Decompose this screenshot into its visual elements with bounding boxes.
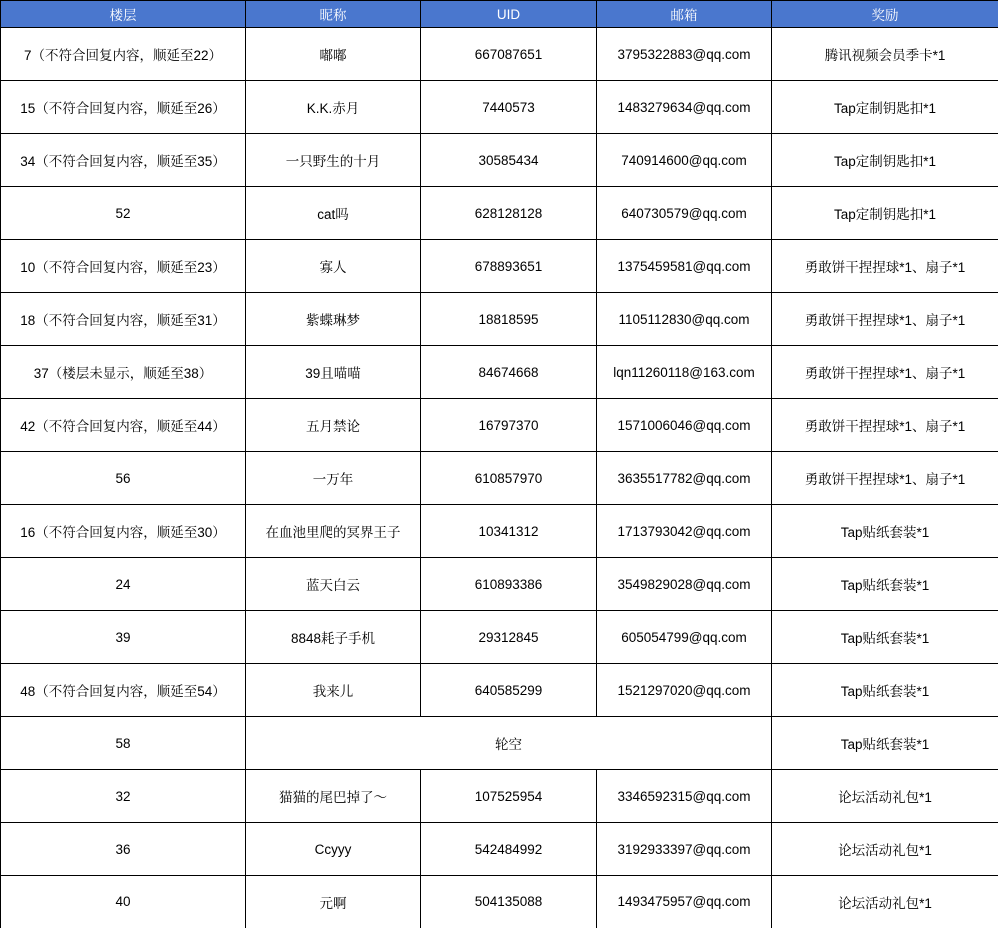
- cell-merged-bye: 轮空: [246, 717, 772, 770]
- cell-email: 1375459581@qq.com: [597, 240, 772, 293]
- column-header-floor: 楼层: [1, 1, 246, 28]
- cell-nickname: Ccyyy: [246, 823, 421, 876]
- cell-nickname: 8848耗子手机: [246, 611, 421, 664]
- cell-uid: 504135088: [421, 876, 597, 928]
- table-body: [1, 28, 998, 928]
- column-header-nickname: 昵称: [246, 1, 421, 28]
- cell-nickname: 嘟嘟: [246, 28, 421, 81]
- cell-uid: 29312845: [421, 611, 597, 664]
- cell-uid: 610893386: [421, 558, 597, 611]
- header-row: [1, 1, 998, 28]
- table-row: [1, 293, 998, 346]
- table-row: [1, 240, 998, 293]
- table-row: [1, 452, 998, 505]
- table-row: [1, 876, 998, 928]
- cell-nickname: 39且喵喵: [246, 346, 421, 399]
- cell-uid: 610857970: [421, 452, 597, 505]
- cell-floor: 37（楼层未显示，顺延至38）: [1, 346, 246, 399]
- cell-uid: 678893651: [421, 240, 597, 293]
- cell-floor: 36: [1, 823, 246, 876]
- cell-floor: 15（不符合回复内容，顺延至26）: [1, 81, 246, 134]
- column-header-reward: 奖励: [772, 1, 998, 28]
- table-row: [1, 187, 998, 240]
- cell-uid: 542484992: [421, 823, 597, 876]
- cell-nickname: 蓝天白云: [246, 558, 421, 611]
- cell-nickname: 我来儿: [246, 664, 421, 717]
- table-row: [1, 664, 998, 717]
- table-row: [1, 346, 998, 399]
- cell-uid: 640585299: [421, 664, 597, 717]
- cell-reward: 腾讯视频会员季卡*1: [772, 28, 998, 81]
- cell-email: 3346592315@qq.com: [597, 770, 772, 823]
- cell-email: 3192933397@qq.com: [597, 823, 772, 876]
- cell-nickname: 紫蝶琳梦: [246, 293, 421, 346]
- cell-uid: 30585434: [421, 134, 597, 187]
- cell-email: 740914600@qq.com: [597, 134, 772, 187]
- cell-reward: 勇敢饼干捏捏球*1、扇子*1: [772, 293, 998, 346]
- cell-reward: Tap贴纸套装*1: [772, 664, 998, 717]
- cell-uid: 628128128: [421, 187, 597, 240]
- table-row: [1, 81, 998, 134]
- cell-nickname: cat吗: [246, 187, 421, 240]
- cell-floor: 48（不符合回复内容，顺延至54）: [1, 664, 246, 717]
- table-row: [1, 823, 998, 876]
- cell-email: 3635517782@qq.com: [597, 452, 772, 505]
- column-header-email: 邮箱: [597, 1, 772, 28]
- cell-nickname: 猫猫的尾巴掉了～: [246, 770, 421, 823]
- cell-floor: 32: [1, 770, 246, 823]
- cell-nickname: 五月禁论: [246, 399, 421, 452]
- cell-floor: 16（不符合回复内容，顺延至30）: [1, 505, 246, 558]
- cell-uid: 18818595: [421, 293, 597, 346]
- cell-email: 1493475957@qq.com: [597, 876, 772, 928]
- table-row: [1, 505, 998, 558]
- cell-reward: Tap贴纸套装*1: [772, 717, 998, 770]
- cell-floor: 34（不符合回复内容，顺延至35）: [1, 134, 246, 187]
- cell-email: 1571006046@qq.com: [597, 399, 772, 452]
- table-header: [1, 1, 998, 28]
- column-header-uid: UID: [421, 1, 597, 28]
- cell-uid: 667087651: [421, 28, 597, 81]
- cell-reward: Tap贴纸套装*1: [772, 611, 998, 664]
- cell-email: 605054799@qq.com: [597, 611, 772, 664]
- cell-nickname: 在血池里爬的冥界王子: [246, 505, 421, 558]
- cell-floor: 7（不符合回复内容，顺延至22）: [1, 28, 246, 81]
- table-row: [1, 134, 998, 187]
- cell-nickname: 一只野生的十月: [246, 134, 421, 187]
- cell-floor: 42（不符合回复内容，顺延至44）: [1, 399, 246, 452]
- cell-email: 1521297020@qq.com: [597, 664, 772, 717]
- cell-reward: 勇敢饼干捏捏球*1、扇子*1: [772, 452, 998, 505]
- cell-email: 3795322883@qq.com: [597, 28, 772, 81]
- cell-floor: 39: [1, 611, 246, 664]
- cell-reward: 勇敢饼干捏捏球*1、扇子*1: [772, 240, 998, 293]
- cell-nickname: 寡人: [246, 240, 421, 293]
- cell-uid: 16797370: [421, 399, 597, 452]
- cell-floor: 52: [1, 187, 246, 240]
- cell-email: 1483279634@qq.com: [597, 81, 772, 134]
- cell-floor: 18（不符合回复内容，顺延至31）: [1, 293, 246, 346]
- table-row: [1, 611, 998, 664]
- table-row: [1, 770, 998, 823]
- cell-floor: 56: [1, 452, 246, 505]
- cell-floor: 58: [1, 717, 246, 770]
- cell-nickname: 元啊: [246, 876, 421, 928]
- cell-uid: 84674668: [421, 346, 597, 399]
- cell-reward: Tap定制钥匙扣*1: [772, 187, 998, 240]
- cell-reward: 论坛活动礼包*1: [772, 823, 998, 876]
- cell-nickname: 一万年: [246, 452, 421, 505]
- cell-reward: 论坛活动礼包*1: [772, 876, 998, 928]
- cell-email: 1713793042@qq.com: [597, 505, 772, 558]
- cell-email: lqn11260118@163.com: [597, 346, 772, 399]
- cell-email: 1105112830@qq.com: [597, 293, 772, 346]
- cell-reward: Tap贴纸套装*1: [772, 505, 998, 558]
- cell-uid: 107525954: [421, 770, 597, 823]
- cell-email: 3549829028@qq.com: [597, 558, 772, 611]
- cell-reward: Tap定制钥匙扣*1: [772, 134, 998, 187]
- table-row: [1, 558, 998, 611]
- cell-nickname: K.K.赤月: [246, 81, 421, 134]
- cell-floor: 10（不符合回复内容，顺延至23）: [1, 240, 246, 293]
- cell-reward: 勇敢饼干捏捏球*1、扇子*1: [772, 346, 998, 399]
- cell-floor: 24: [1, 558, 246, 611]
- cell-uid: 7440573: [421, 81, 597, 134]
- cell-floor: 40: [1, 876, 246, 928]
- table-row: [1, 717, 998, 770]
- cell-reward: 论坛活动礼包*1: [772, 770, 998, 823]
- table-row: [1, 399, 998, 452]
- table-row: [1, 28, 998, 81]
- cell-email: 640730579@qq.com: [597, 187, 772, 240]
- cell-reward: Tap贴纸套装*1: [772, 558, 998, 611]
- cell-reward: Tap定制钥匙扣*1: [772, 81, 998, 134]
- cell-uid: 10341312: [421, 505, 597, 558]
- cell-reward: 勇敢饼干捏捏球*1、扇子*1: [772, 399, 998, 452]
